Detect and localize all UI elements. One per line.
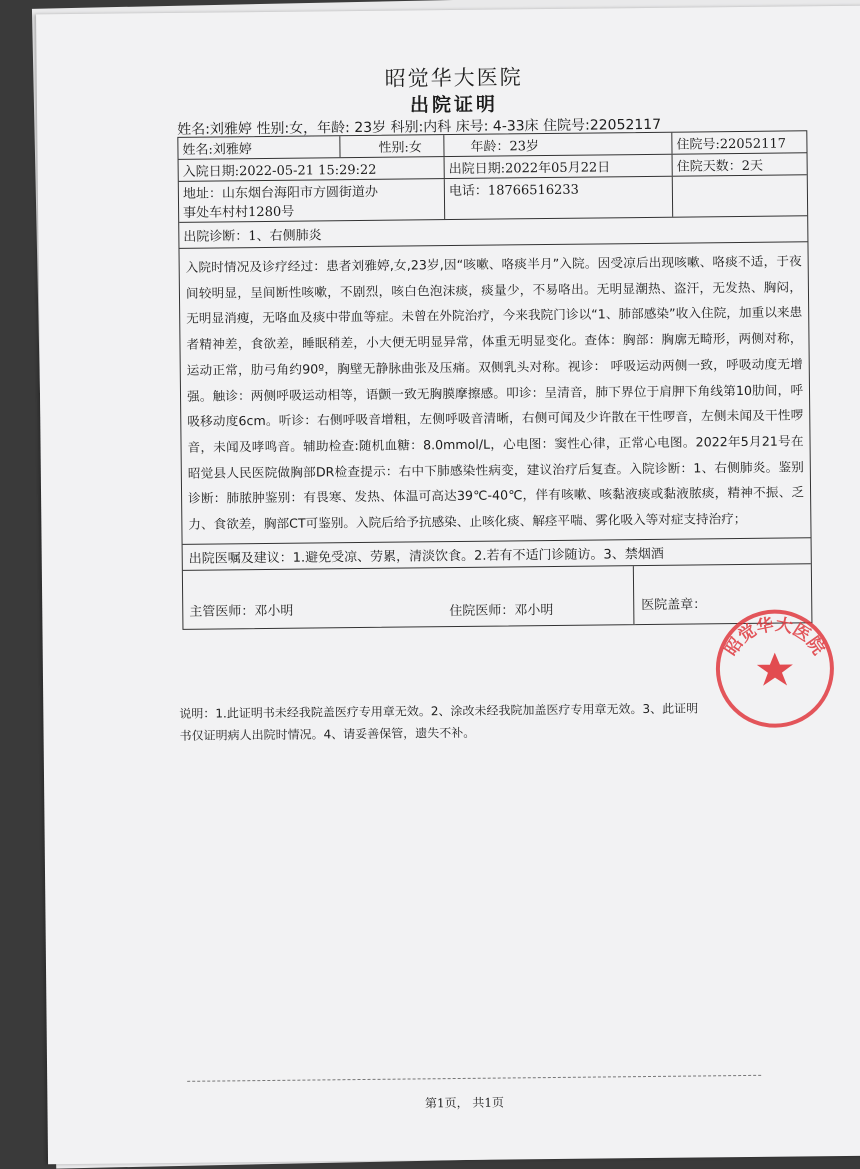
document-title: 出院证明 [409,93,499,117]
discharge-diagnosis: 出院诊断：1、右侧肺炎 [183,228,322,245]
note-line-2: 书仅证明病人出院时情况。4、请妥善保管，遗失不补。 [179,725,476,743]
address-line-1: 地址：山东烟台海阳市方圆街道办 [182,184,378,202]
patient-address [179,179,445,222]
inpatient-number: 住院号:22052117 [676,136,787,153]
patient-phone: 电话：18766516233 [445,177,673,219]
address-line-2: 事处车村村1280号 [183,204,295,221]
hospital-seal-stamp [712,606,837,731]
patient-summary-line: 姓名:刘雅婷 性别:女，年龄: 23岁 科别:内科 床号: 4-33床 住院号:22052117 [177,116,662,138]
signature-divider [633,566,635,624]
footer-divider [187,1075,761,1082]
empty-cell [673,175,807,216]
patient-gender: 性别:女 [340,135,444,157]
treatment-course: 入院时情况及诊疗经过：患者刘雅婷,女,23岁,因“咳嗽、咯痰半月”入院。因受凉后出现咳嗽、咯痰不适，于夜间较明显，呈间断性咳嗽，不剧烈，咳白色泡沫痰，痰量少，不易咯出。无明显潮热、盗汗，无发热、胸闷，无明显消瘦，无咯血及痰中带血等症。未曾在外院治疗，今来我院门诊以“1、肺部感染”收入住院，加重以来患者精神差，食欲差，睡眠稍差，小大便无明显异常，体重无明显变化。查体：胸部：胸廓无畸形，两侧对称，运动正常，肋弓角约90º，胸壁无静脉曲张及压痛。双侧乳头对称。视诊： 呼吸运动两侧一致，呼吸动度无增强。触诊：两侧呼吸运动相等，语颤一致无胸膜摩擦感。叩诊：呈清音，肺下界位于肩胛下角线第10肋间，呼吸移动度6cm。听诊：右侧呼吸音增粗，左侧呼吸音清晰，右侧可闻及少许散在干性啰音，左侧未闻及干性啰音，未闻及哮鸣音。辅助检查:随机血糖：8.0mmol/L，心电图：窦性心律，正常心电图。2022年5月21号在昭觉县人民医院做胸部DR检查提示：右中下肺感染性病变，建议治疗后复查。入院诊断：1、右侧肺炎。鉴别诊断：肺脓肿鉴别：有畏寒、发热、体温可高达39℃-40℃，伴有咳嗽、咳黏液痰或黏液脓痰，精神不振、乏力、食欲差，胸部CT可鉴别。入院后给予抗感染、止咳化痰、解痉平喘、雾化吸入等对症支持治疗； [185,253,805,532]
stamp-text: 昭觉华大医院 [721,614,829,660]
contact-row [179,175,807,223]
course-row [179,242,810,544]
resident-doctor: 住院医师：邓小明 [449,602,554,619]
patient-name: 姓名:刘雅婷 [178,136,340,159]
patient-age: 年龄：23岁 [444,133,672,156]
admission-date: 入院日期:2022-05-21 15:29:22 [179,157,445,181]
hospital-seal-label: 医院盖章： [641,597,707,613]
page-number: 第1页， 共1页 [424,1095,505,1111]
hospital-name: 昭觉华大医院 [384,65,523,91]
svg-text:昭觉华大医院 [721,613,829,660]
note-line-1: 说明：1.此证明书未经我院盖医疗专用章无效。2、涂改未经我院加盖医疗专用章无效。3、此证明 [179,701,699,721]
attending-doctor: 主管医师：邓小明 [189,603,294,620]
discharge-date: 出院日期:2022年05月22日 [445,155,673,178]
length-of-stay: 住院天数：2天 [676,158,764,175]
discharge-certificate-page [36,6,860,1165]
stamp-star-icon [757,652,793,685]
discharge-advice: 出院医嘱及建议：1.避免受凉、劳累，清淡饮食。2.若有不适门诊随访。3、禁烟酒 [188,546,664,567]
certificate-table [177,130,812,629]
